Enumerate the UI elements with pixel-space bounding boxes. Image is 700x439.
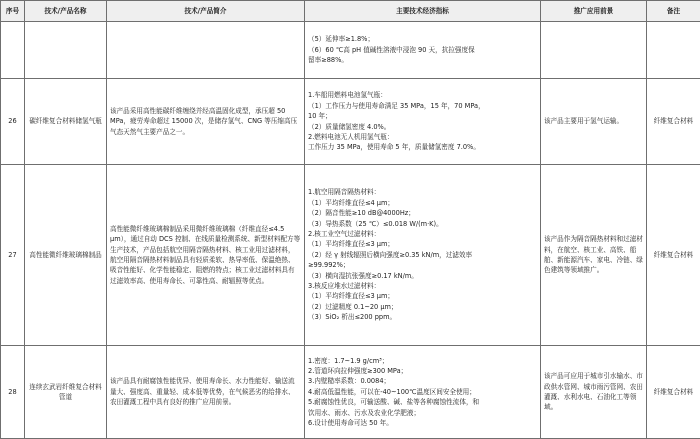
indicator-line: 工作压力 35 MPa，使用寿命 5 年，质量储氢密度 7.0%。: [308, 142, 537, 152]
table-row: [1, 165, 700, 346]
indicator-line: （1）平均纤维直径≤4 μm；: [308, 198, 537, 208]
table-row: [1, 79, 700, 165]
cell-no: 26: [1, 79, 25, 165]
indicator-line: （1）平均纤维直径≤3 μm；: [308, 239, 537, 249]
cell-name: [25, 22, 107, 79]
cell-prospect: 该产品作为隔音隔热材料和过滤材料，在航空、核工业、高铁、船舶、新能源汽车、家电、冷链、绿色建筑等领域推广。: [541, 165, 647, 346]
table-row: [1, 346, 700, 439]
cell-no: 28: [1, 346, 25, 439]
cell-indicators: [305, 346, 541, 439]
cell-no: [1, 22, 25, 79]
indicator-line: （2）隔音性能≥10 dB@4000Hz；: [308, 208, 537, 218]
indicator-line: 5.耐腐蚀性优良，可输送酸、碱、盐等各种腐蚀性流体，和: [308, 397, 537, 407]
indicator-line: 1.密度：1.7~1.9 g/cm³；: [308, 356, 537, 366]
cell-remark: 纤维复合材料: [647, 79, 700, 165]
table-row: [1, 22, 700, 79]
indicator-line: 6.设计使用寿命可达 50 年。: [308, 418, 537, 428]
indicator-line: 2.燃料电池无人机用氢气瓶：: [308, 132, 537, 142]
cell-indicators: [305, 79, 541, 165]
indicator-line: 饮用水、雨水、污水及农业化学肥液；: [308, 408, 537, 418]
indicator-line: （3）导热系数（25 ℃）≤0.018 W/(m·K)。: [308, 219, 537, 229]
indicator-line: ≥99.992%；: [308, 260, 537, 270]
indicator-line: 2.管道环向拉伸强度≥300 MPa；: [308, 366, 537, 376]
cell-name: 碳纤维复合材料储氢气瓶: [25, 79, 107, 165]
cell-intro: 该产品具有耐腐蚀性能优异、使用寿命长、水力性能好、输送流量大、强度高、重量轻、成本低等优势，在气候恶劣的给排水、农田灌溉工程中具有良好的推广应用前景。: [107, 346, 305, 439]
indicator-line: （6）60 ℃高 pH 值碱性溶液中浸泡 90 天，抗拉强度保: [308, 45, 537, 55]
header-prospect: 推广应用前景: [541, 1, 647, 22]
indicator-line: （1）平均纤维直径≤3 μm；: [308, 291, 537, 301]
indicator-line: （2）经 γ 射线辐照后横向强度≥0.35 kN/m，过滤效率: [308, 250, 537, 260]
cell-no: 27: [1, 165, 25, 346]
indicator-line: 1.航空用隔音隔热材料：: [308, 187, 537, 197]
indicator-line: （5）延伸率≥1.8%；: [308, 34, 537, 44]
indicator-line: 1.车船用燃料电池氢气瓶：: [308, 90, 537, 100]
header-intro: 技术/产品简介: [107, 1, 305, 22]
header-name: 技术/产品名称: [25, 1, 107, 22]
header-row: [1, 1, 700, 22]
indicator-line: 4.耐高低温性能，可以在-40~100℃温度区间安全使用；: [308, 387, 537, 397]
indicator-line: （2）质量储氢密度 4.0%。: [308, 122, 537, 132]
cell-prospect: [541, 22, 647, 79]
indicator-line: （2）过滤精度 0.1~20 μm；: [308, 302, 537, 312]
indicator-line: 3.核反应堆水过滤材料：: [308, 281, 537, 291]
indicator-line: （1）工作压力与使用寿命满足 35 MPa，15 年，70 MPa，: [308, 101, 537, 111]
indicator-line: 3.内壁糙率系数：0.0084；: [308, 376, 537, 386]
cell-prospect: 该产品主要用于氢气运输。: [541, 79, 647, 165]
cell-indicators: [305, 22, 541, 79]
header-indicators: 主要技术经济指标: [305, 1, 541, 22]
indicator-line: 留率≥88%。: [308, 55, 537, 65]
cell-name: 高性能微纤维玻璃棉制品: [25, 165, 107, 346]
cell-indicators: [305, 165, 541, 346]
header-remark: 备注: [647, 1, 700, 22]
indicator-line: （3）SiO₂ 析出≤200 ppm。: [308, 312, 537, 322]
indicator-line: 10 年；: [308, 111, 537, 121]
cell-intro: [107, 22, 305, 79]
cell-prospect: 该产品可应用于城市引水输水、市政供水管网、城市雨污管网、农田灌溉、水利水电、石油化工等领域。: [541, 346, 647, 439]
indicator-line: （3）横向湿抗张强度≥0.17 kN/m。: [308, 271, 537, 281]
indicator-line: 2.核工业空气过滤材料：: [308, 229, 537, 239]
cell-remark: 纤维复合材料: [647, 346, 700, 439]
cell-name: 连续玄武岩纤维复合材料管道: [25, 346, 107, 439]
cell-intro: 高性能微纤维玻璃棉制品采用微纤维玻璃棉（纤维直径≤4.5 μm），通过自动 DCS 控制、在线质量检测系统、新型材料配方等生产技术，产品包括航空用隔音隔热材料、核工业用过滤材料，航空用隔音隔热材料制品具有轻质柔软、热导率低、保温绝热、吸音性能好、化学性能稳定、阻燃的特点；核工业过滤材料具有过滤效率高、使用寿命长、可靠性高、耐辐照等优点。: [107, 165, 305, 346]
cell-intro: 该产品采用高性能碳纤维缠绕并经高温固化成型，承压超 50 MPa，疲劳寿命超过 15000 次，是储存氢气、CNG 等压缩高压气态天然气主要产品之一。: [107, 79, 305, 165]
cell-remark: 纤维复合材料: [647, 165, 700, 346]
cell-remark: [647, 22, 700, 79]
header-no: 序号: [1, 1, 25, 22]
